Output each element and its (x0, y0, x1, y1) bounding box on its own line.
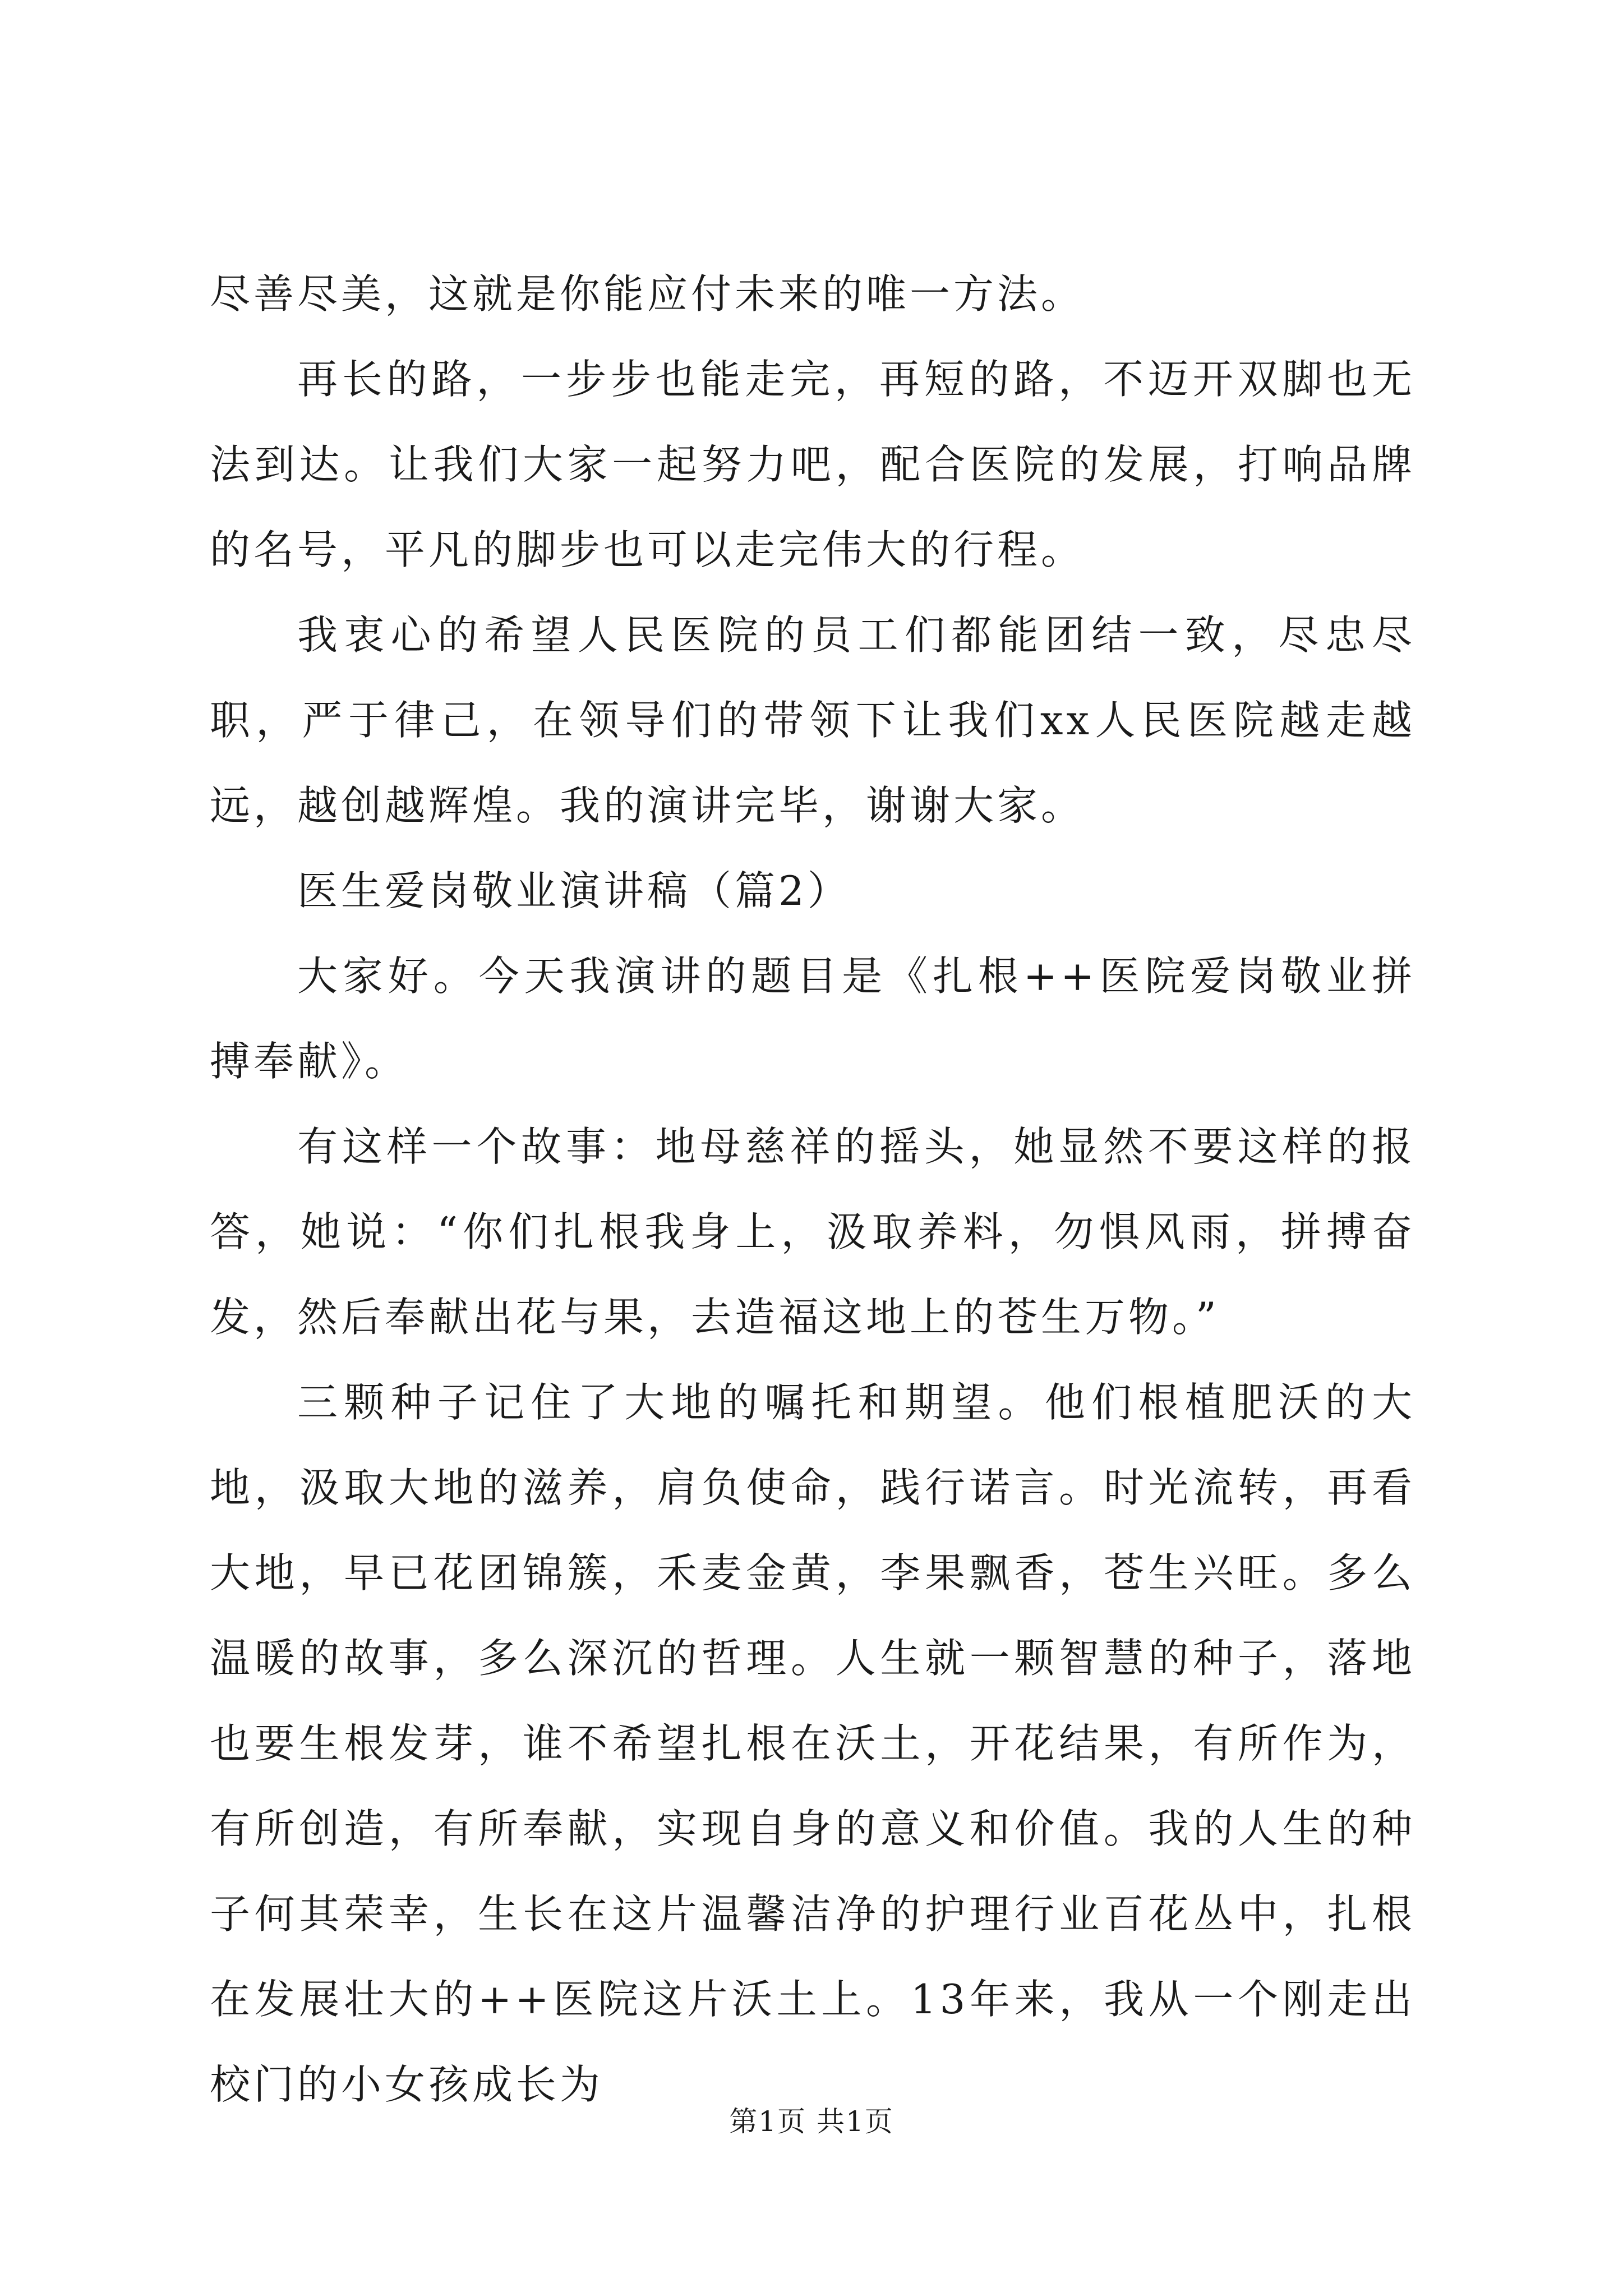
paragraph-greeting: 大家好。今天我演讲的题目是《扎根++医院爱岗敬业拼搏奉献》。 (210, 953, 1415, 1085)
page-footer: 第1页 共1页 (729, 2105, 894, 2138)
section-heading: 医生爱岗敬业演讲稿（篇2） (297, 867, 851, 914)
document-body (210, 251, 1415, 2127)
paragraph-three-seeds: 三颗种子记住了大地的嘱托和期望。他们根植肥沃的大地，汲取大地的滋养，肩负使命，践行诺言。时光流转，再看大地，早已花团锦簇，禾麦金黄，李果飘香，苍生兴旺。多么温暖的故事，多么深沉的哲理。人生就一颗智慧的种子，落地也要生根发芽，谁不希望扎根在沃土，开花结果，有所作为，有所创造，有所奉献，实现自身的意义和价值。我的人生的种子何其荣幸，生长在这片温馨洁净的护理行业百花丛中，扎根在发展壮大的++医院这片沃土上。13年来，我从一个刚走出校门的小女孩成长为 (210, 1379, 1415, 2108)
paragraph-long-road: 再长的路，一步步也能走完，再短的路，不迈开双脚也无法到达。让我们大家一起努力吧，配合医院的发展，打响品牌的名号，平凡的脚步也可以走完伟大的行程。 (210, 356, 1415, 573)
paragraph-story: 有这样一个故事：地母慈祥的摇头，她显然不要这样的报答，她说：“你们扎根我身上，汲取养料，勿惧风雨，拼搏奋发，然后奉献出花与果，去造福这地上的苍生万物。” (210, 1123, 1415, 1341)
paragraph-closing-wish: 我衷心的希望人民医院的员工们都能团结一致，尽忠尽职，严于律己，在领导们的带领下让我们xx人民医院越走越远，越创越辉煌。我的演讲完毕，谢谢大家。 (210, 611, 1415, 829)
paragraph-continuation: 尽善尽美，这就是你能应付未来的唯一方法。 (210, 270, 1085, 318)
